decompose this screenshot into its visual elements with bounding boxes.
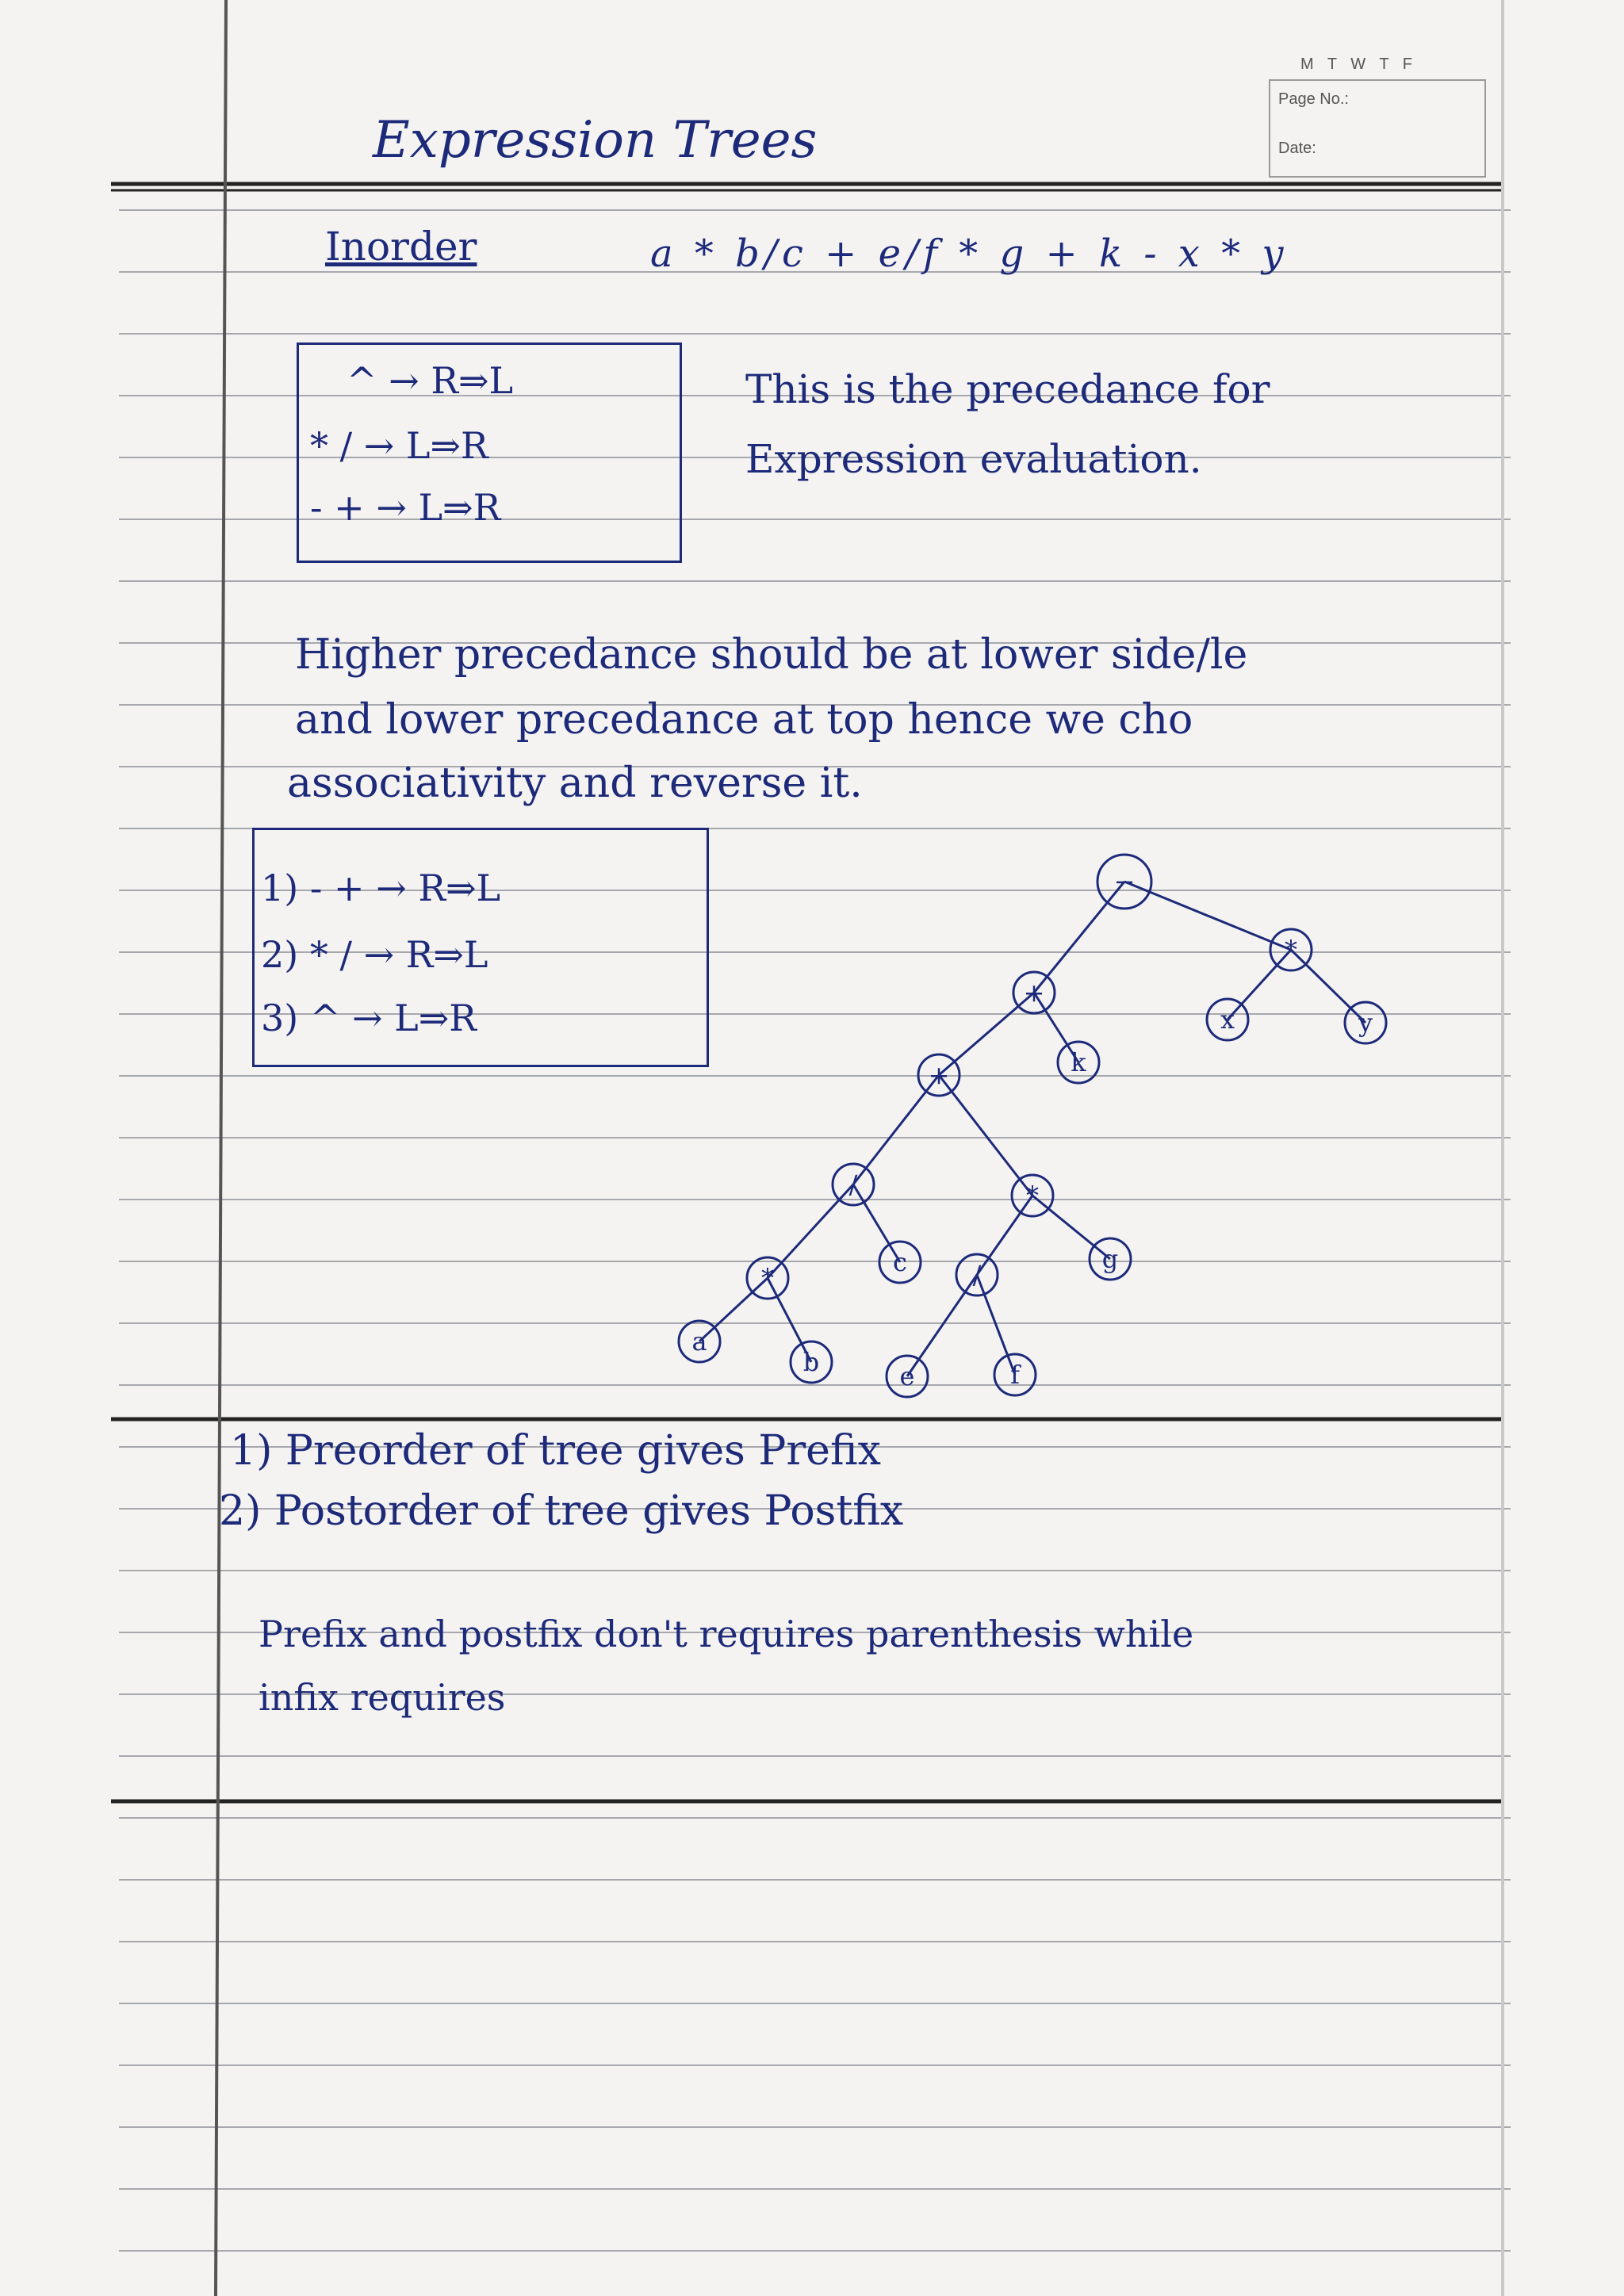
higher-note-line: associativity and reverse it. [287,760,863,807]
svg-text:+: + [928,1060,950,1090]
svg-text:x: x [1220,1004,1235,1035]
svg-text:a: a [691,1326,707,1357]
reversed-row: 3) ^ → L⇒R [261,997,477,1039]
precedence-row: * / → L⇒R [310,424,488,467]
svg-text:g: g [1101,1244,1119,1274]
svg-text:c: c [893,1247,907,1277]
tree-edge [907,1275,977,1376]
inorder-expression: a * b/c + e/f * g + k - x * y [650,232,1289,276]
tree-node-root [1097,855,1151,909]
svg-text:e: e [899,1361,915,1391]
higher-note-line: and lower precedance at top hence we cho [295,696,1193,744]
precedence-row: - + → L⇒R [310,486,501,529]
tree-node-k [1058,1042,1099,1083]
tree-edge [977,1196,1032,1275]
inorder-label: Inorder [325,224,477,270]
svg-text:/: / [848,1169,858,1200]
tree-node-plus2 [918,1054,959,1096]
tree-node-mul_fg [1012,1175,1053,1216]
reversed-row: 1) - + → R⇒L [261,867,501,909]
higher-note-line: Higher precedance should be at lower side/le [295,631,1248,679]
weekday-markers: M T W T F [1300,55,1417,73]
svg-text:y: y [1358,1008,1373,1038]
tree-node-g [1090,1238,1131,1280]
svg-text:f: f [1010,1360,1020,1390]
precedence-table [297,342,682,563]
tree-node-div2 [956,1254,998,1295]
svg-text:k: k [1071,1047,1086,1077]
tree-node-plus1 [1013,972,1055,1013]
tree-node-mul_ab [747,1257,788,1299]
page-number-label: Page No.: [1278,90,1349,108]
tree-node-mul_xy [1270,929,1312,970]
precedence-note-line: Expression evaluation. [745,436,1202,482]
svg-text:*: * [1285,935,1297,965]
tree-node-div1 [833,1164,874,1205]
svg-text:*: * [1026,1181,1039,1211]
reversed-precedence-table [252,828,709,1067]
tree-edge [1228,950,1291,1020]
page-title: Expression Trees [373,111,818,170]
parenthesis-note-line: infix requires [259,1676,506,1719]
tree-edge [939,993,1034,1075]
svg-text:+: + [1023,978,1045,1008]
svg-text:/: / [972,1260,982,1290]
reversed-row: 2) * / → R⇒L [261,933,488,976]
tree-node-e [887,1356,928,1397]
tree-node-y [1345,1002,1386,1043]
svg-text:b: b [802,1347,820,1377]
tree-edge [1032,1196,1110,1259]
tree-edge [939,1075,1032,1196]
tree-node-a [679,1321,720,1362]
tree-node-x [1207,999,1248,1040]
tree-edge [977,1275,1015,1375]
svg-text:−: − [1113,867,1136,897]
parenthesis-note-line: Prefix and postfix don't requires parenthesis while [259,1613,1194,1655]
date-label: Date: [1278,140,1316,157]
tree-edge [1291,950,1365,1023]
tree-edge [768,1184,853,1278]
preorder-note: 1) Preorder of tree gives Prefix [230,1427,881,1475]
tree-edge [699,1278,768,1341]
precedence-row: ^ → R⇒L [347,359,514,402]
precedence-note-line: This is the precedance for [745,366,1270,412]
postorder-note: 2) Postorder of tree gives Postfix [219,1487,904,1535]
tree-node-b [791,1341,832,1383]
tree-node-f [994,1354,1036,1395]
tree-node-c [879,1242,921,1283]
svg-text:*: * [761,1263,774,1293]
